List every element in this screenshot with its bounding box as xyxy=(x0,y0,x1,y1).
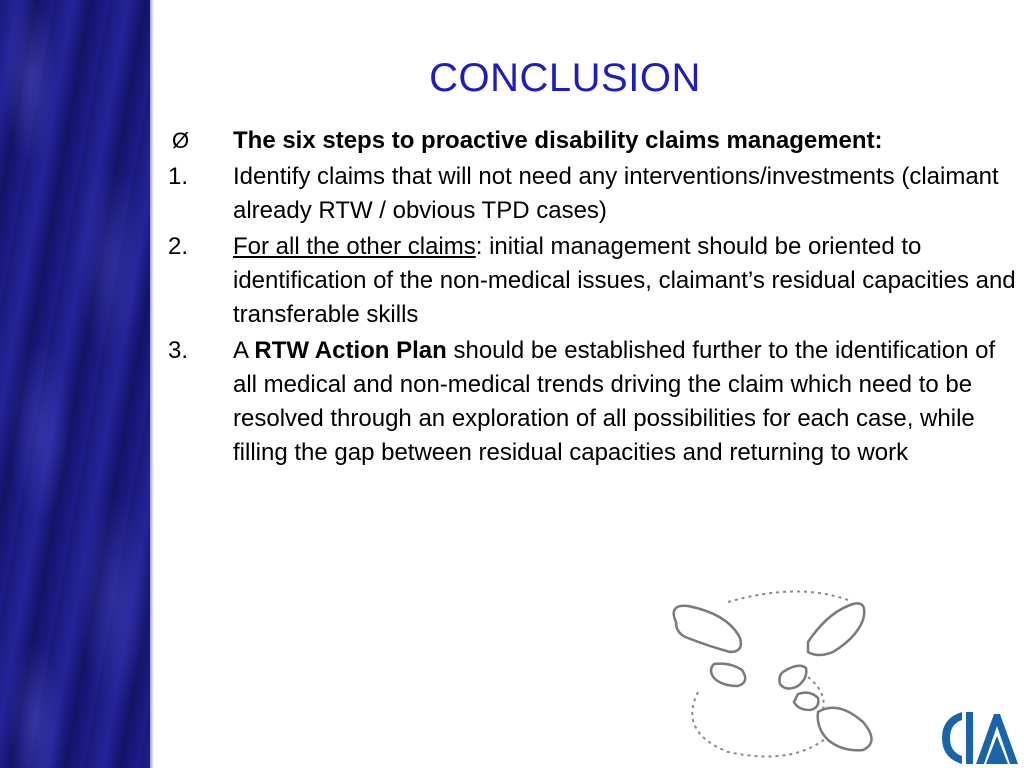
intro-bullet-text: The six steps to proactive disability claims management: xyxy=(233,127,883,154)
bold-phrase: RTW Action Plan xyxy=(254,337,447,364)
list-item-number: 2. xyxy=(168,233,189,260)
arrow-bullet-icon: Ø xyxy=(172,128,190,153)
underlined-phrase: For all the other claims xyxy=(233,233,476,260)
list-item xyxy=(160,160,1016,228)
list-item-rest: should be established further to the identification of all medical and non-medical trends driving the claim which need to be resolved through an exploration of all possibilities for each case, while filling the gap between residual capacities and returning to work xyxy=(233,337,996,466)
list-item-text xyxy=(233,334,1016,470)
organization-logo-icon xyxy=(940,708,1018,766)
list-item xyxy=(160,230,1016,332)
list-item-prefix: A xyxy=(233,337,255,364)
slide-title: CONCLUSION xyxy=(429,56,701,100)
list-item xyxy=(160,334,1016,470)
intro-bullet xyxy=(160,124,1016,158)
slide-content xyxy=(160,124,1016,472)
decorative-sidebar xyxy=(0,0,150,768)
list-item-rest: : initial management should be oriented to identification of the non-medical issues, claimant’s residual capacities and transferable skills xyxy=(233,233,1016,328)
list-item-number: 1. xyxy=(168,163,189,190)
list-item-text xyxy=(233,230,1016,332)
list-item-text: Identify claims that will not need any interventions/investments (claimant already RTW / obvious TPD cases) xyxy=(233,163,999,224)
list-item-number: 3. xyxy=(168,337,189,364)
footprints-icon xyxy=(658,582,908,762)
sidebar-edge xyxy=(150,0,154,768)
